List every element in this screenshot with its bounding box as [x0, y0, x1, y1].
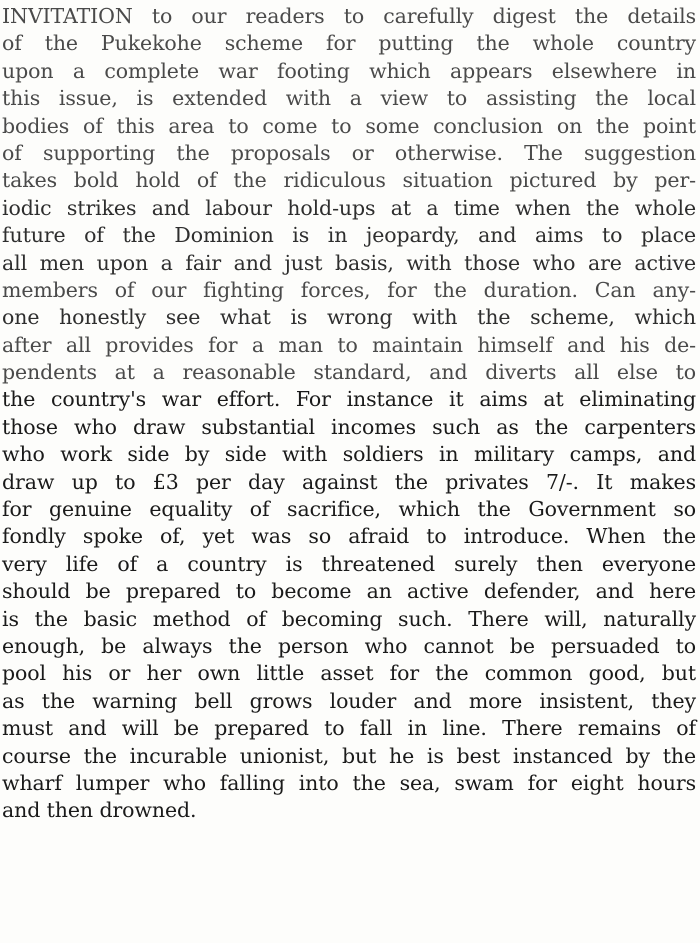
article-line-5: bodies of this area to come to some conclusion on the point [2, 113, 696, 138]
article-line-18: draw up to £3 per day against the privates 7/-. It makes [2, 469, 696, 494]
article-line-6: of supporting the proposals or otherwise. The suggestion [2, 140, 696, 165]
article-line-24: enough, be always the person who cannot be persuaded to [2, 633, 696, 658]
article-line-12: one honestly see what is wrong with the scheme, which [2, 305, 696, 330]
article-line-13: after all provides for a man to maintain himself and his de- [2, 332, 696, 357]
editorial-article [2, 3, 696, 825]
article-line-22: should be prepared to become an active defender, and here [2, 579, 696, 604]
article-line-9: future of the Dominion is in jeopardy, and aims to place [2, 223, 696, 248]
article-line-2: of the Pukekohe scheme for putting the whole country [2, 31, 696, 56]
article-line-8: iodic strikes and labour hold-ups at a time when the whole [2, 195, 696, 220]
article-line-4: this issue, is extended with a view to assisting the local [2, 86, 696, 111]
article-line-26: as the warning bell grows louder and more insistent, they [2, 688, 696, 713]
article-line-3: upon a complete war footing which appears elsewhere in [2, 58, 696, 83]
article-line-27: must and will be prepared to fall in line. There remains of [2, 716, 696, 741]
article-line-25: pool his or her own little asset for the common good, but [2, 661, 696, 686]
article-line-17: who work side by side with soldiers in military camps, and [2, 442, 696, 467]
article-line-11: members of our fighting forces, for the duration. Can any- [2, 277, 696, 302]
article-line-23: is the basic method of becoming such. There will, naturally [2, 606, 696, 631]
article-line-21: very life of a country is threatened surely then everyone [2, 551, 696, 576]
article-line-14: pendents at a reasonable standard, and diverts all else to [2, 360, 696, 385]
article-line-30: and then drowned. [2, 798, 197, 823]
article-line-16: those who draw substantial incomes such as the carpenters [2, 414, 696, 439]
article-line-29: wharf lumper who falling into the sea, swam for eight hours [2, 770, 696, 795]
article-line-15: the country's war effort. For instance it aims at eliminating [2, 387, 696, 412]
article-line-7: takes bold hold of the ridiculous situation pictured by per- [2, 168, 696, 193]
article-line-28: course the incurable unionist, but he is best instanced by the [2, 743, 696, 768]
article-line-20: fondly spoke of, yet was so afraid to introduce. When the [2, 524, 696, 549]
article-line-19: for genuine equality of sacrifice, which the Government so [2, 497, 696, 522]
article-line-10: all men upon a fair and just basis, with those who are active [2, 250, 696, 275]
article-line-1: INVITATION to our readers to carefully digest the details [2, 4, 696, 28]
